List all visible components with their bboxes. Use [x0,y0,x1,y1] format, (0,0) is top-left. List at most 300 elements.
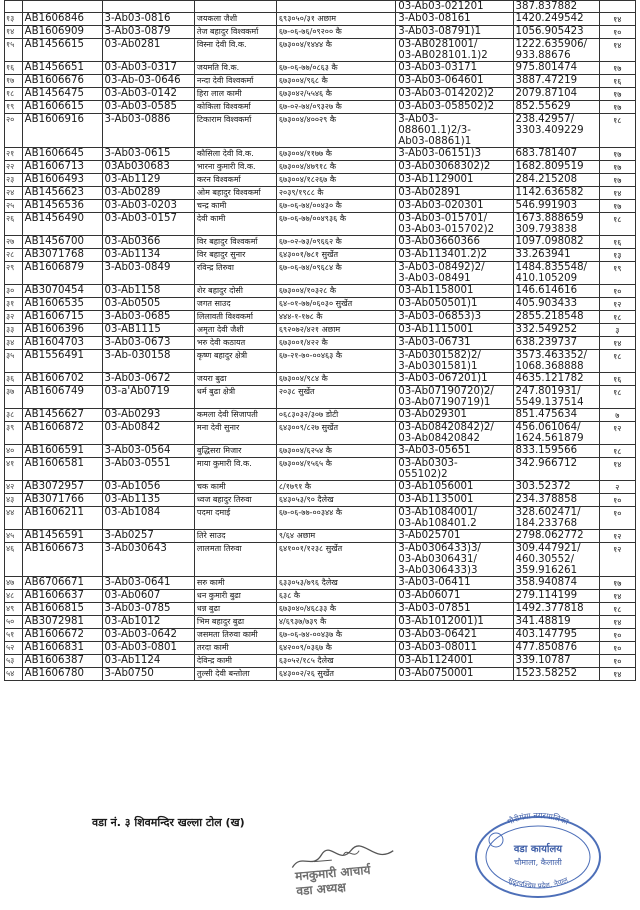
row-plot-code: 3-Ab03-0685 [102,311,194,324]
row-owner-name: नन्दा देवी विश्वकर्मा [194,75,276,88]
row-record-id: AB3072981 [22,616,102,629]
row-area-amount: 309.447921/ 460.30552/ 359.916261 [513,543,599,577]
row-citizenship-ref: ६४३०५३/९० दैलेख [276,494,395,507]
row-extra-number: १६ [599,75,635,88]
row-record-id: AB1606676 [22,75,102,88]
row-extra-number: १७ [599,174,635,187]
row-plot-code: 3-Ab0257 [102,530,194,543]
row-plot-code: 3-Ab03-0564 [102,445,194,458]
row-serial-number: २० [5,114,23,148]
row-area-amount: 3573.463352/ 1068.368888 [513,350,599,373]
row-parcel-code: 3-Ab03-067201)1 [396,373,513,386]
row-citizenship-ref: ६४३००१/७८१ सुर्खेत [276,249,395,262]
row-parcel-code: 03-Ab08420842)2/ 03-Ab08420842 [396,422,513,445]
row-citizenship-ref: ६७-०६-७४-००४३७ कै [276,629,395,642]
row-record-id: AB1606591 [22,445,102,458]
row-parcel-code: 03-Ab03-058502)2 [396,101,513,114]
table-row [5,298,636,311]
row-parcel-code: 03-Ab06071 [396,590,513,603]
row-parcel-code: 03-Ab050501)1 [396,298,513,311]
stamp-location-text: चौमाला, कैलाली [514,858,562,867]
row-area-amount: 387.837882 [513,1,599,13]
row-extra-number: १४ [599,616,635,629]
row-extra-number: १६ [599,373,635,386]
row-parcel-code: 3-Ab0301582)2/ 3-Ab0301581)1 [396,350,513,373]
row-extra-number: १४ [599,187,635,200]
row-area-amount: 332.549252 [513,324,599,337]
row-plot-code: 3-Ab03-0615 [102,148,194,161]
row-owner-name: शेर बहादुर दोसी [194,285,276,298]
row-extra-number: १८ [599,603,635,616]
row-parcel-code: 03-Ab1124001 [396,655,513,668]
row-parcel-code: 3-Ab03-06151)3 [396,148,513,161]
row-parcel-code: 03-Ab03-014202)2 [396,88,513,101]
row-area-amount: 975.801474 [513,62,599,75]
row-record-id: AB1606637 [22,590,102,603]
row-record-id: AB1606672 [22,629,102,642]
row-record-id: AB3071768 [22,249,102,262]
row-owner-name: भरु देवी कठायत [194,337,276,350]
row-record-id: AB1606645 [22,148,102,161]
row-record-id: AB1606846 [22,13,102,26]
row-citizenship-ref: ६७-०६-७७/००४९३६ कै [276,213,395,236]
table-row [5,262,636,285]
table-row [5,616,636,629]
row-record-id: AB1606387 [22,655,102,668]
row-plot-code: 03-Ab0366 [102,236,194,249]
row-plot-code: 03-Ab03-0203 [102,200,194,213]
row-owner-name: तरदा कामी [194,642,276,655]
row-parcel-code: 03-Ab1115001 [396,324,513,337]
row-parcel-code: 03-Ab1158001 [396,285,513,298]
row-parcel-code: 3-Ab03-05651 [396,445,513,458]
row-area-amount: 456.061064/ 1624.561879 [513,422,599,445]
row-serial-number: ५३ [5,655,23,668]
row-extra-number: १९ [599,262,635,285]
table-row [5,543,636,577]
row-area-amount: 284.215208 [513,174,599,187]
row-plot-code: 3-Ab03-0641 [102,577,194,590]
row-record-id: AB1606749 [22,386,102,409]
row-extra-number: ७ [599,409,635,422]
table-row [5,386,636,409]
row-area-amount: 405.903433 [513,298,599,311]
signature-block [283,838,408,908]
row-plot-code: 03-Ab1056 [102,481,194,494]
row-extra-number: १८ [599,114,635,148]
ward-footer-title: वडा नं. ३ शिवमन्दिर खल्ला टोल (ख) [92,816,245,829]
row-record-id: AB1456490 [22,213,102,236]
row-parcel-code: 03-Ab03-015701/ 03-Ab03-015702)2 [396,213,513,236]
row-extra-number: १७ [599,577,635,590]
row-extra-number: १२ [599,543,635,577]
row-citizenship-ref: ६७३००४/१५६५ कै [276,458,395,481]
row-plot-code: 03-Ab03-0317 [102,62,194,75]
row-record-id: AB1606673 [22,543,102,577]
table-row [5,39,636,62]
row-serial-number: ५० [5,616,23,629]
row-record-id: AB1606831 [22,642,102,655]
row-extra-number: १८ [599,213,635,236]
signatory-role: वडा अध्यक्ष [295,880,347,899]
table-row [5,236,636,249]
row-extra-number [599,1,635,13]
row-record-id: AB1606615 [22,101,102,114]
row-citizenship-ref: ६७३०४२/५५४६ कै [276,88,395,101]
table-row [5,458,636,481]
row-owner-name: जगत साउद [194,298,276,311]
table-row [5,445,636,458]
row-parcel-code: 03-Ab1012001)1 [396,616,513,629]
row-extra-number: ३ [599,324,635,337]
row-plot-code: 03-Ab1129 [102,174,194,187]
row-serial-number: ५४ [5,668,23,681]
row-extra-number: १४ [599,13,635,26]
row-record-id: AB1456700 [22,236,102,249]
row-owner-name: माया कुमारी वि.क. [194,458,276,481]
row-citizenship-ref: ६७३००४/११७७ कै [276,148,395,161]
row-citizenship-ref: ६४१००१/१२३८ सुर्खेत [276,543,395,577]
row-record-id: AB1604703 [22,337,102,350]
row-plot-code: 3-Ab03-0816 [102,13,194,26]
row-serial-number: १३ [5,13,23,26]
row-parcel-code: 03-Ab03-03171 [396,62,513,75]
row-record-id: AB1606815 [22,603,102,616]
row-area-amount: 1056.905423 [513,26,599,39]
row-record-id: AB1606780 [22,668,102,681]
row-area-amount: 1142.636582 [513,187,599,200]
row-citizenship-ref: ६७-०२-७४/०९३२७ कै [276,101,395,114]
row-parcel-code: 3-Ab025701 [396,530,513,543]
row-parcel-code: 3-Ab03-06731 [396,337,513,350]
row-extra-number: १४ [599,39,635,62]
row-owner-name: कोकिला विश्वकर्मा [194,101,276,114]
row-area-amount: 477.850876 [513,642,599,655]
row-area-amount: 638.239737 [513,337,599,350]
row-serial-number: ३७ [5,386,23,409]
row-citizenship-ref: ८/१७९१ कै [276,481,395,494]
row-record-id: AB1606702 [22,373,102,386]
row-owner-name: विस्ना देवी वि.क. [194,39,276,62]
table-row [5,422,636,445]
row-plot-code: 03-Ab03-0142 [102,88,194,101]
row-plot-code: 03-Ab03-0801 [102,642,194,655]
row-citizenship-ref: ६७-०६-७७-००३४४ कै [276,507,395,530]
row-citizenship-ref: ६४२००९/०३६७ कै [276,642,395,655]
row-citizenship-ref: ६७३००४/६२५४ कै [276,445,395,458]
row-citizenship-ref: ६९२०७२/४२१ अछाम [276,324,395,337]
row-record-id: AB1606872 [22,422,102,445]
row-citizenship-ref: ६७-०६-७७/०८६३ कै [276,62,395,75]
row-area-amount: 342.966712 [513,458,599,481]
table-row [5,373,636,386]
row-plot-code: 3-Ab03-0672 [102,373,194,386]
row-parcel-code: 3-Ab03-08161 [396,13,513,26]
row-serial-number: २५ [5,200,23,213]
row-citizenship-ref: ६७-०६-७६/०९२०० कै [276,26,395,39]
row-serial-number: ५१ [5,629,23,642]
records-table [4,0,636,681]
row-parcel-code: 03-Ab03-020301 [396,200,513,213]
row-owner-name: तिरे साउद [194,530,276,543]
row-citizenship-ref: ६७३००१/४२२ कै [276,337,395,350]
row-parcel-code: 3-Ab03-08791)1 [396,26,513,39]
row-extra-number: १३ [599,249,635,262]
row-extra-number: १८ [599,445,635,458]
row-citizenship-ref: ६४-०१-७७/०६०३० सुर्खेत [276,298,395,311]
row-plot-code [102,1,194,13]
row-serial-number: ४४ [5,507,23,530]
row-serial-number: ३८ [5,409,23,422]
row-record-id: AB1456651 [22,62,102,75]
row-plot-code: 03-Ab03-0642 [102,629,194,642]
row-serial-number: २८ [5,249,23,262]
row-extra-number: १२ [599,298,635,311]
row-extra-number: १० [599,642,635,655]
stamp-center-text: वडा कार्यालय [513,844,563,855]
row-extra-number: १७ [599,62,635,75]
row-area-amount: 1682.809519 [513,161,599,174]
row-extra-number: १८ [599,350,635,373]
row-owner-name: कमला देवी सिजापती [194,409,276,422]
row-plot-code: 03-Ab0289 [102,187,194,200]
row-owner-name: लिलावती विश्वकर्मा [194,311,276,324]
row-parcel-code: 03-Ab0750001 [396,668,513,681]
row-extra-number: १८ [599,386,635,409]
row-parcel-code: 03-Ab03068302)2 [396,161,513,174]
row-extra-number: १० [599,629,635,642]
row-serial-number: १९ [5,101,23,114]
row-plot-code: 03-Ab-03-0646 [102,75,194,88]
row-owner-name: विर बहादुर सुनार [194,249,276,262]
row-serial-number: ४९ [5,603,23,616]
row-owner-name: अमृता देवी जैशी [194,324,276,337]
row-area-amount: 146.614616 [513,285,599,298]
row-owner-name: धन्न बुढा [194,603,276,616]
table-row [5,350,636,373]
row-owner-name: विर बहादुर विश्वकर्मा [194,236,276,249]
row-extra-number: १२ [599,530,635,543]
row-parcel-code: 03-Ab03-08011 [396,642,513,655]
table-row [5,655,636,668]
row-extra-number: १० [599,285,635,298]
row-citizenship-ref: २०३८ सुर्खेत [276,386,395,409]
row-owner-name: कौसिला देवी वि.क. [194,148,276,161]
row-area-amount: 1523.58252 [513,668,599,681]
table-row [5,187,636,200]
table-row [5,530,636,543]
row-parcel-code: 3-Ab03-07851 [396,603,513,616]
row-extra-number: १७ [599,101,635,114]
row-serial-number: ४१ [5,458,23,481]
row-serial-number: ४७ [5,577,23,590]
row-extra-number: १७ [599,161,635,174]
row-serial-number: ३० [5,285,23,298]
row-parcel-code: 03-Ab029301 [396,409,513,422]
row-owner-name: टिकाराम विश्वकर्मा [194,114,276,148]
row-citizenship-ref: ४४४-१-१७८ कै [276,311,395,324]
table-row [5,324,636,337]
row-area-amount: 1673.888659 309.793838 [513,213,599,236]
row-plot-code: 3-Ab03-0551 [102,458,194,481]
row-owner-name: चक कामी [194,481,276,494]
row-citizenship-ref: ६७-०२-७३/०९६६२ कै [276,236,395,249]
row-serial-number: ४० [5,445,23,458]
row-plot-code: 03-a'Ab0719 [102,386,194,409]
row-serial-number: १८ [5,88,23,101]
row-owner-name: देविन्द्र कामी [194,655,276,668]
row-area-amount: 2079.87104 [513,88,599,101]
row-parcel-code: 03-Ab03-06421 [396,629,513,642]
row-serial-number: ३९ [5,422,23,445]
row-serial-number: १६ [5,62,23,75]
row-serial-number: ३४ [5,337,23,350]
row-plot-code: 03-Ab1012 [102,616,194,629]
row-serial-number: २६ [5,213,23,236]
row-serial-number: २३ [5,174,23,187]
stamp-top-text: गौरीगंगा नगरपालिका [506,810,570,827]
row-parcel-code: 03-Ab07190720)2/ 03-Ab07190719)1 [396,386,513,409]
row-citizenship-ref: ६७३००४/१८२६७ कै [276,174,395,187]
row-record-id: AB3071766 [22,494,102,507]
row-area-amount: 279.114199 [513,590,599,603]
table-row [5,88,636,101]
table-row [5,62,636,75]
table-row [5,1,636,13]
row-serial-number: २१ [5,148,23,161]
row-extra-number: १८ [599,311,635,324]
row-area-amount: 1492.377818 [513,603,599,616]
row-citizenship-ref: २०३९/१९८८ कै [276,187,395,200]
row-parcel-code: 03-Ab02891 [396,187,513,200]
row-owner-name: ओम बहादुर विश्वकर्मा [194,187,276,200]
row-record-id: AB1456591 [22,530,102,543]
row-extra-number: १० [599,655,635,668]
row-area-amount: 852.55629 [513,101,599,114]
row-area-amount: 247.801931/ 5549.137514 [513,386,599,409]
row-area-amount: 1222.635906/ 933.88676 [513,39,599,62]
row-record-id: AB1606581 [22,458,102,481]
row-record-id: AB1456615 [22,39,102,62]
row-plot-code: 03-Ab1084 [102,507,194,530]
row-record-id: AB1606715 [22,311,102,324]
signature-text [294,863,372,899]
table-row [5,668,636,681]
row-owner-name: धर्म बुढा क्षेत्री [194,386,276,409]
row-record-id: AB1456475 [22,88,102,101]
row-serial-number: ४६ [5,543,23,577]
table-row [5,629,636,642]
row-serial-number [5,1,23,13]
row-extra-number: १७ [599,88,635,101]
row-parcel-code: 03-Ab03-064601 [396,75,513,88]
row-citizenship-ref [276,1,395,13]
row-parcel-code: 3-Ab03-06853)3 [396,311,513,324]
row-plot-code: 03-Ab03-0585 [102,101,194,114]
row-owner-name: देवी कामी [194,213,276,236]
row-citizenship-ref: ०६८३०३२/३०७ डोटी [276,409,395,422]
table-row [5,337,636,350]
row-record-id: AB1456623 [22,187,102,200]
row-parcel-code: 03-Ab03660366 [396,236,513,249]
row-plot-code: 03-Ab1134 [102,249,194,262]
row-parcel-code: 03-Ab1056001 [396,481,513,494]
row-area-amount: 1420.249542 [513,13,599,26]
table-row [5,75,636,88]
row-owner-name: कृष्ण बहादुर क्षेत्री [194,350,276,373]
table-row [5,101,636,114]
row-area-amount: 33.263941 [513,249,599,262]
row-extra-number: १० [599,26,635,39]
row-area-amount: 1484.835548/ 410.105209 [513,262,599,285]
row-record-id: AB1606713 [22,161,102,174]
row-owner-name: तुल्सी देवी बन्तोला [194,668,276,681]
row-parcel-code: 3-Ab03-08492)2/ 3-Ab03-08491 [396,262,513,285]
row-owner-name: रविन्द्र तिरुवा [194,262,276,285]
row-parcel-code: 3-Ab03-06411 [396,577,513,590]
row-owner-name: धन कुमारी बुढा [194,590,276,603]
row-citizenship-ref: ६४३००२/२६ सुर्खेत [276,668,395,681]
row-citizenship-ref: ६७३००४/१४४४ कै [276,39,395,62]
row-parcel-code: 03-Ab1129001 [396,174,513,187]
row-plot-code: 3-Ab030643 [102,543,194,577]
row-owner-name: लालमता तिरुवा [194,543,276,577]
row-plot-code: 3-Ab03-0785 [102,603,194,616]
row-area-amount: 2798.062772 [513,530,599,543]
row-plot-code: 03-Ab1158 [102,285,194,298]
signatory-name: मनकुमारी आचार्य [294,862,371,884]
row-extra-number: १४ [599,337,635,350]
row-owner-name: जयरा बुढा [194,373,276,386]
row-area-amount: 833.159566 [513,445,599,458]
row-citizenship-ref: ९/६४ अछाम [276,530,395,543]
row-area-amount: 303.52372 [513,481,599,494]
row-serial-number: ३३ [5,324,23,337]
row-citizenship-ref: ६७३००४/९८४ कै [276,373,395,386]
row-serial-number: ३२ [5,311,23,324]
row-extra-number: १२ [599,422,635,445]
row-citizenship-ref: ६७३००४/४००२९ कै [276,114,395,148]
row-parcel-code: 03-Ab113401.2)2 [396,249,513,262]
row-record-id: AB1606909 [22,26,102,39]
table-row [5,603,636,616]
table-row [5,114,636,148]
row-record-id: AB3070454 [22,285,102,298]
row-owner-name: जयमति वि.क. [194,62,276,75]
table-row [5,409,636,422]
row-extra-number: १० [599,494,635,507]
row-record-id: AB1606916 [22,114,102,148]
row-extra-number: १६ [599,236,635,249]
row-area-amount: 341.48819 [513,616,599,629]
row-owner-name [194,1,276,13]
row-area-amount: 1097.098082 [513,236,599,249]
row-area-amount: 4635.121782 [513,373,599,386]
table-row [5,577,636,590]
row-serial-number: ३६ [5,373,23,386]
row-area-amount: 546.991903 [513,200,599,213]
row-record-id: AB1456536 [22,200,102,213]
row-citizenship-ref: ६३८ कै [276,590,395,603]
row-record-id: AB6706671 [22,577,102,590]
table-row [5,161,636,174]
row-extra-number: १४ [599,668,635,681]
row-plot-code: 03-AB1115 [102,324,194,337]
row-owner-name: बुद्धिसरा मिजार [194,445,276,458]
row-citizenship-ref: ६७३०४०/४६८३३ कै [276,603,395,616]
row-citizenship-ref: ६४३००९/८२७ सुर्खेत [276,422,395,445]
row-owner-name: पदमा दमाई [194,507,276,530]
